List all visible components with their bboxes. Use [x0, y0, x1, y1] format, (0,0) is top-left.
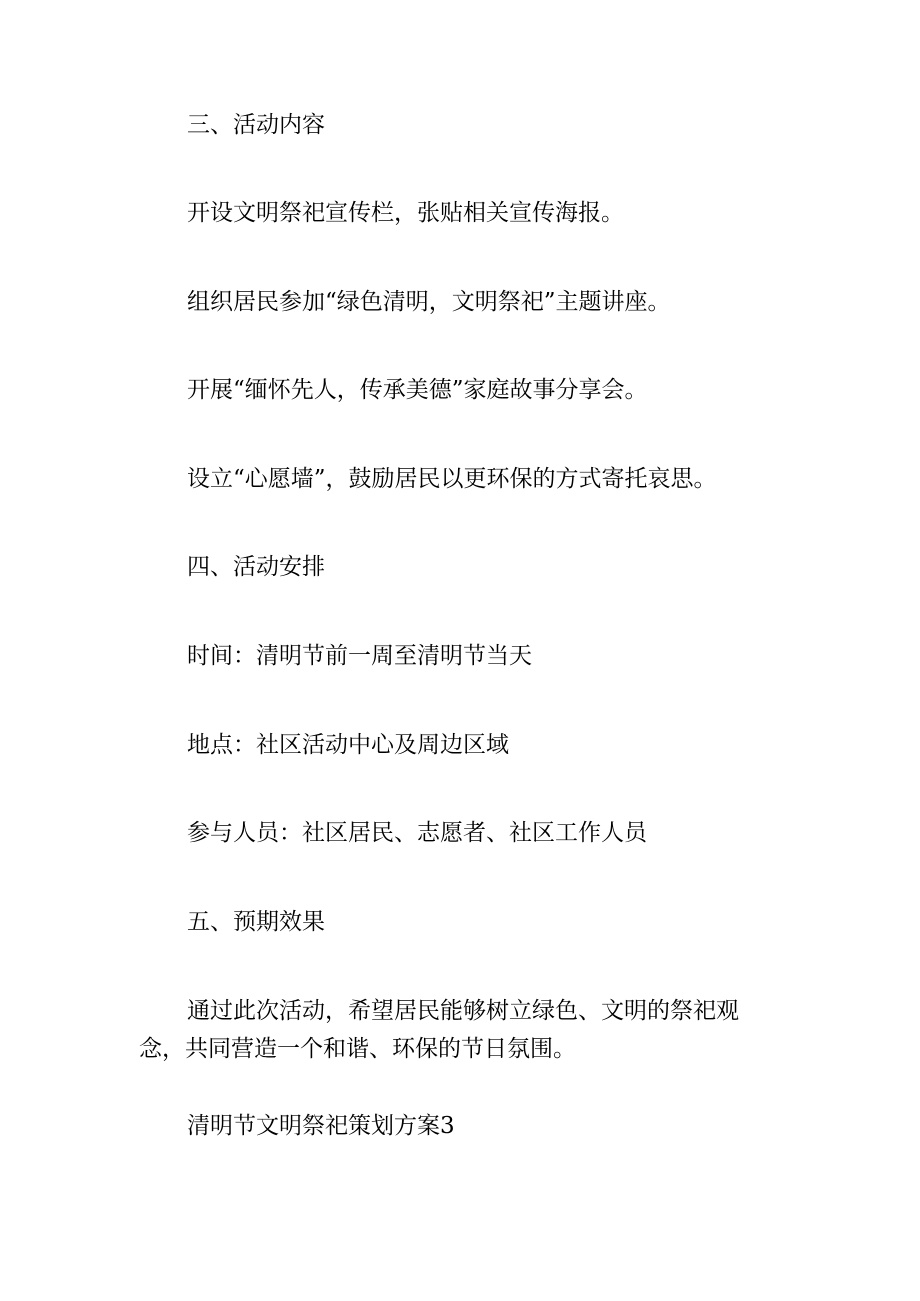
section-heading-expected-results: 五、预期效果 — [187, 909, 325, 935]
content-item-bulletin: 开设文明祭祀宣传栏，张贴相关宣传海报。 — [187, 200, 624, 226]
schedule-location: 地点：社区活动中心及周边区域 — [187, 732, 509, 758]
section-heading-activity-schedule: 四、活动安排 — [187, 554, 325, 580]
expected-results-paragraph: 通过此次活动，希望居民能够树立绿色、文明的祭祀观念，共同营造一个和谐、环保的节日氛围。 — [139, 998, 739, 1062]
content-item-story-sharing: 开展“缅怀先人，传承美德”家庭故事分享会。 — [187, 377, 648, 403]
section-heading-activity-content: 三、活动内容 — [187, 112, 325, 138]
content-item-lecture: 组织居民参加“绿色清明，文明祭祀”主题讲座。 — [187, 289, 671, 315]
schedule-time: 时间：清明节前一周至清明节当天 — [187, 643, 532, 669]
content-item-wish-wall: 设立“心愿墙”，鼓励居民以更环保的方式寄托哀思。 — [187, 466, 717, 492]
schedule-participants: 参与人员：社区居民、志愿者、社区工作人员 — [187, 820, 647, 846]
plan-title: 清明节文明祭祀策划方案3 — [187, 1113, 455, 1139]
